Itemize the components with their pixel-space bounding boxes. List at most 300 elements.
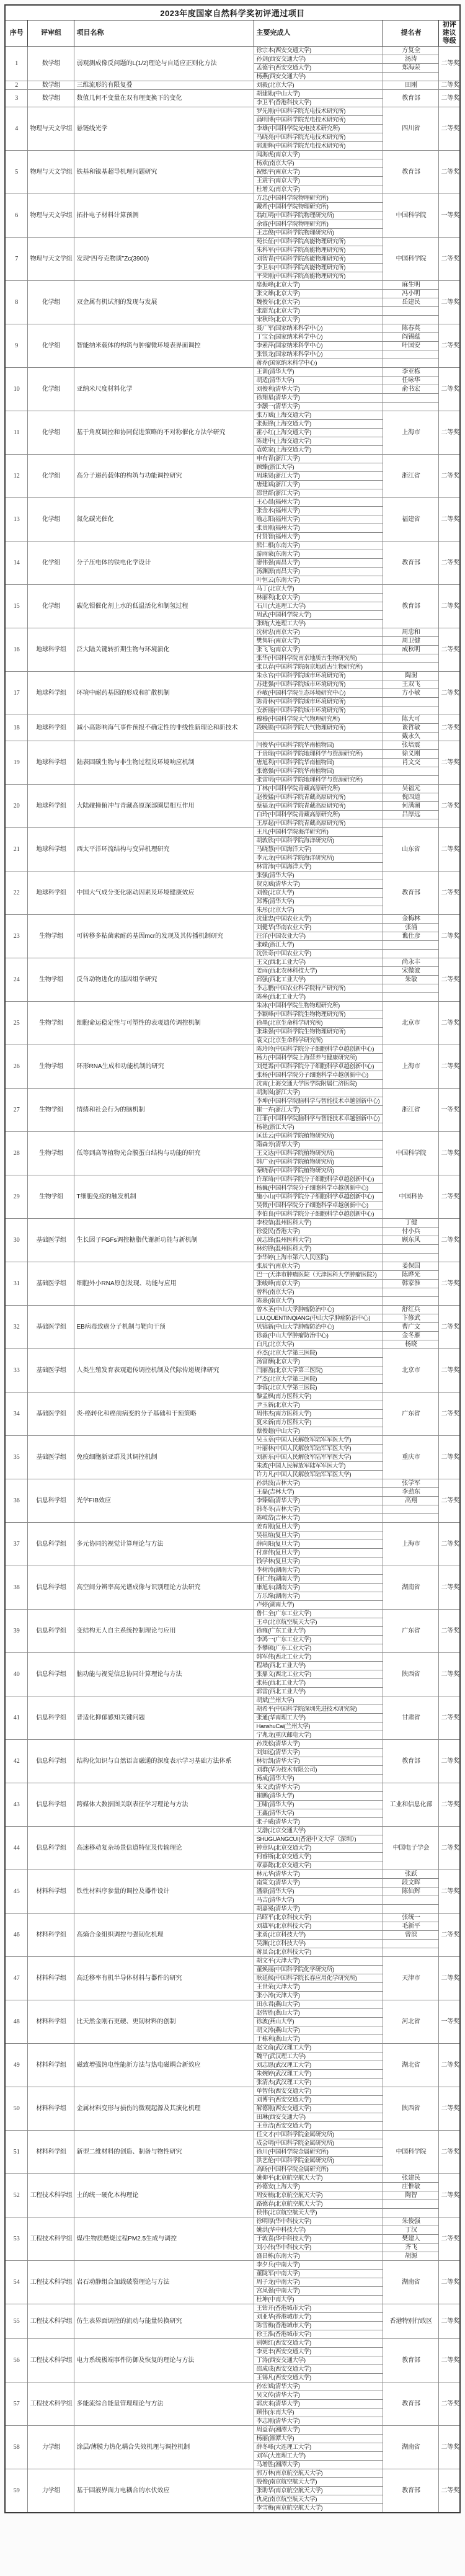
- contributor: 王卓(北京航空航天大学): [254, 1618, 383, 1627]
- nominator-org: 教育部: [383, 585, 439, 628]
- nominator-org: 湖南省: [383, 2261, 439, 2304]
- contributor: 张以春(中国科学院南京地质古生物研究所): [254, 663, 383, 672]
- contributor: 朱永官(中国科学院城市环境研究所): [254, 672, 383, 680]
- contributor: 王志俊(中国科学院物理研究所): [254, 229, 383, 238]
- header-row: [5, 20, 460, 47]
- contributor: 王训(清华大学): [254, 368, 383, 377]
- contributor: 徐明厚(华中科技大学): [254, 2217, 383, 2226]
- contributor: 杨艳(浙江大学): [254, 1123, 383, 1132]
- contributor: 赵智胜(燕山大学): [254, 2009, 383, 2018]
- nominator: [383, 1245, 439, 1254]
- contributor: 张鼎文(西北工业大学): [254, 1670, 383, 1679]
- contributor: 姚仰平(北京航空航天大学): [254, 2174, 383, 2183]
- contributor: 叶恒云(东南大学): [254, 576, 383, 585]
- contributor: 单智伟(西安交通大学): [254, 2087, 383, 2096]
- grade-badge: 二等奖: [439, 541, 460, 585]
- contributor: 余睿(中国科学院物理研究所): [254, 220, 383, 229]
- contributor: 贝锦新(中山大学肿瘤防治中心): [254, 1323, 383, 1332]
- contributor: 郭庆来(清华大学): [254, 2400, 383, 2409]
- nominator: 陶智: [383, 2191, 439, 2200]
- project-row: [5, 2469, 460, 2478]
- project-name: 环境中耐药基因的形成和扩散机制: [74, 672, 254, 715]
- contributor: 宫凤强(中南大学): [254, 2287, 383, 2296]
- contributor: 闫俊华(中国科学院华南植物园): [254, 741, 383, 750]
- contributor: 刘群(华为技术有限公司): [254, 1766, 383, 1775]
- project-name: 情绪和社会行为的脑机制: [74, 1089, 254, 1132]
- nominator: 李劲东: [383, 1488, 439, 1497]
- project-no: 17: [5, 672, 28, 715]
- project-row: [5, 715, 460, 724]
- project-row: [5, 1740, 460, 1749]
- contributor: 韩冬冬(吉林大学): [254, 1505, 383, 1514]
- review-group: 材料科学组: [28, 2131, 74, 2174]
- contributor: 徐淼(中山大学肿瘤防治中心): [254, 1332, 383, 1340]
- contributor: 薛冬峰(大连理工大学): [254, 2443, 383, 2452]
- nominator-org: 广东省: [383, 1393, 439, 1436]
- nominator: [383, 1514, 439, 1523]
- contributor: 李卫东(中国科学院高能物理研究所): [254, 264, 383, 272]
- contributor: 熊仁根(东南大学): [254, 541, 383, 550]
- nominator: 方小敏: [383, 689, 439, 698]
- contributor: 廖伟强(南昌大学): [254, 559, 383, 568]
- project-name: 高熵合金组织调控与强韧化机理: [74, 1914, 254, 1957]
- contributor: 赵俊猛(中国科学院青藏高原研究所): [254, 793, 383, 802]
- contributor: 陈岐岱(吉林大学): [254, 1514, 383, 1523]
- contributor: 王磊(吉林大学): [254, 1488, 383, 1497]
- project-name: 基于固液界面力电耦合的水伏效应: [74, 2469, 254, 2513]
- contributor: 贺克斌(清华大学): [254, 880, 383, 889]
- review-group: 基础医学组: [28, 1219, 74, 1262]
- contributor: 董焕丽(中国科学院化学研究所): [254, 1966, 383, 1974]
- contributor: 孙茂松(清华大学): [254, 1740, 383, 1749]
- grade-badge: 二等奖: [439, 1436, 460, 1479]
- review-group: 生物学组: [28, 915, 74, 958]
- contributor: 仇虎(南京航空航天大学): [254, 2495, 383, 2504]
- nominator: 任咏华: [383, 377, 439, 385]
- contributor: 孙剑(西安交通大学): [254, 55, 383, 64]
- contributor: 解德刚(西安交通大学): [254, 2105, 383, 2113]
- contributor: 耿延候(中国科学院长春应用化学研究所): [254, 1974, 383, 1983]
- project-row: [5, 2044, 460, 2052]
- contributor: 张文雄(北京大学): [254, 290, 383, 298]
- contributor: 李攀硕(广东工业大学): [254, 1644, 383, 1653]
- project-name: 涂层/薄膜力热化耦合失效机理与调控机制: [74, 2426, 254, 2469]
- contributor: 陈青林(中国科学院城市环境研究所): [254, 698, 383, 706]
- contributor: 盛昌栋(东南大学): [254, 2252, 383, 2261]
- contributor: 任文才(中国科学院金属研究所): [254, 2131, 383, 2139]
- project-name: 高迁移率有机半导体材料与器件的研究: [74, 1957, 254, 2000]
- contributor: 崔一卉(浙江大学): [254, 1106, 383, 1115]
- contributor: 王啸(清华大学): [254, 1801, 383, 1809]
- nominator-org: 陕西省: [383, 2087, 439, 2131]
- contributor: 张拓(西北工业大学): [254, 1679, 383, 1688]
- nominator-org: 四川省: [383, 107, 439, 151]
- project-name: 金属材料变形与损伤的微观起源及其演化机理: [74, 2087, 254, 2131]
- nominator: 张跃: [383, 1870, 439, 1879]
- nominator: 段文晖: [383, 1879, 439, 1887]
- review-group: 信息科学组: [28, 1479, 74, 1523]
- contributor: 胡敦欣(中国科学院海洋研究所): [254, 837, 383, 845]
- project-row: [5, 1827, 460, 1835]
- contributor: 刘智青(中国科学院高能物理研究所): [254, 255, 383, 264]
- project-name: 结构化知识与自然语言融通的深度表示学习基础方法体系: [74, 1740, 254, 1783]
- nominator-org: 甘肃省: [383, 1696, 439, 1740]
- grade-badge: 二等奖: [439, 1610, 460, 1653]
- nominator-org: 上海市: [383, 1523, 439, 1566]
- contributor: 胡适(清华大学): [254, 377, 383, 385]
- grade-badge: 二等奖: [439, 871, 460, 915]
- review-group: 材料科学组: [28, 1870, 74, 1914]
- nominator: 陈晔光: [383, 1271, 439, 1280]
- nominator: 尚永丰: [383, 958, 439, 967]
- project-no: 1: [5, 47, 28, 81]
- contributor: 王章洁(西安交通大学): [254, 2122, 383, 2131]
- contributor: 邱强(西北工业大学): [254, 976, 383, 984]
- nominator: [383, 1896, 439, 1905]
- contributor: 陈熹(南京大学): [254, 1297, 383, 1306]
- project-no: 26: [5, 1045, 28, 1089]
- contributor: 宋秋玲(北京大学): [254, 316, 383, 324]
- review-group: 力学组: [28, 2469, 74, 2513]
- grade-badge: 二等奖: [439, 1045, 460, 1089]
- contributor: 刘俊(北京大学): [254, 889, 383, 898]
- project-no: 11: [5, 411, 28, 455]
- nominator: 曾滨: [383, 1931, 439, 1940]
- project-name: 悬链线光学: [74, 107, 254, 151]
- grade-badge: 一等奖: [439, 194, 460, 238]
- project-name: 碳化钼催化剂上水的低温活化和制氢过程: [74, 585, 254, 628]
- contributor: 孙德安(上海大学): [254, 2183, 383, 2191]
- review-group: 化学组: [28, 411, 74, 455]
- contributor: 刘小伟(华中科技大学): [254, 2244, 383, 2252]
- project-row: [5, 2131, 460, 2139]
- nominator: 韩家淮: [383, 1280, 439, 1288]
- nominator-org: 浙江省: [383, 1089, 439, 1132]
- project-no: 13: [5, 498, 28, 541]
- project-name: 多能流综合能量管理理论与方法: [74, 2382, 254, 2426]
- contributor: 朱文武(清华大学): [254, 1783, 383, 1792]
- nominator: 丁汉: [383, 2226, 439, 2235]
- contributor: 杨巍(中国科学院分子细胞科学卓越创新中心): [254, 1184, 383, 1193]
- project-name: 西太平洋环流结构与变异机理研究: [74, 828, 254, 871]
- contributor: 陈雪梅(香港城市大学): [254, 2322, 383, 2330]
- project-no: 4: [5, 107, 28, 151]
- project-no: 32: [5, 1306, 28, 1349]
- project-name: 泛大陆关键转折期生物与环境演化: [74, 628, 254, 672]
- contributor: 姚洪(华中科技大学): [254, 2226, 383, 2235]
- contributor: 王凡(中国科学院海洋研究所): [254, 828, 383, 837]
- contributor: 朱婉婷(武汉理工大学): [254, 2070, 383, 2079]
- contributor: 马晓慧(中国海洋大学): [254, 845, 383, 854]
- grade-badge: 二等奖: [439, 1219, 460, 1262]
- contributor: 秦晓春(中国科学院植物研究所): [254, 1167, 383, 1175]
- project-no: 28: [5, 1132, 28, 1175]
- nominator: 王双飞: [383, 680, 439, 689]
- grade-badge: 二等奖: [439, 455, 460, 498]
- contributor: 黄志锋(温州医科大学): [254, 1236, 383, 1245]
- grade-badge: 二等奖: [439, 1523, 460, 1566]
- nominator: 卞修武: [383, 1314, 439, 1323]
- contributor: 唐建斌(浙江大学): [254, 481, 383, 489]
- contributor: 程塨(西北工业大学): [254, 1662, 383, 1670]
- contributor: 翁红明(中国科学院物理研究所): [254, 212, 383, 220]
- nominator-org: 北京市: [383, 1002, 439, 1045]
- project-row: [5, 585, 460, 594]
- project-row: [5, 1306, 460, 1314]
- contributor: 佃仁伟(湖南大学): [254, 1575, 383, 1584]
- contributor: 聂广军(国家纳米科学中心): [254, 324, 383, 333]
- grade-badge: 二等奖: [439, 47, 460, 81]
- nominator: 曹广文: [383, 1323, 439, 1332]
- project-no: 35: [5, 1436, 28, 1479]
- project-row: [5, 1914, 460, 1922]
- project-name: 土的统一硬化本构理论: [74, 2174, 254, 2217]
- project-no: 12: [5, 455, 28, 498]
- project-name: 脑功能与视觉信息协同计算理论与方法: [74, 1653, 254, 1696]
- review-group: 基础医学组: [28, 1262, 74, 1306]
- contributor: 胡希平(中国科学院深圳先进技术研究院): [254, 1705, 383, 1714]
- contributor: 王锡凡(西安交通大学): [254, 2374, 383, 2382]
- project-no: 16: [5, 628, 28, 672]
- nominator: [383, 1288, 439, 1297]
- project-row: [5, 958, 460, 967]
- review-group: 工程技术科学组: [28, 2174, 74, 2217]
- title-row: [5, 5, 460, 20]
- contributor: 张杨(中国科学院分子细胞科学卓越创新中心): [254, 1071, 383, 1080]
- project-name: 减小高影响海气事件预报不确定性的非线性新理论和新技术: [74, 715, 254, 741]
- contributor: 孙宏斌(清华大学): [254, 2382, 383, 2391]
- project-row: [5, 455, 460, 463]
- review-group: 化学组: [28, 498, 74, 541]
- project-no: 38: [5, 1566, 28, 1610]
- contributor: 张清杰(武汉理工大学): [254, 2079, 383, 2087]
- project-row: [5, 2087, 460, 2096]
- review-group: 信息科学组: [28, 1827, 74, 1870]
- contributor: 张贵刚(福州大学): [254, 524, 383, 533]
- contributor: 曾木圣(中山大学肿瘤防治中心): [254, 1306, 383, 1314]
- project-row: [5, 1393, 460, 1401]
- grade-badge: 二等奖: [439, 1306, 460, 1349]
- contributor: 王世荣(天津大学): [254, 1983, 383, 1992]
- nominator: 周卫健: [383, 637, 439, 646]
- col-header-review-group: 评审组: [28, 20, 74, 47]
- review-group: 物理与天文学组: [28, 107, 74, 151]
- nominator: 谈哲敏: [383, 724, 439, 733]
- contributor: 侯伟(北京航空航天大学): [254, 2209, 383, 2217]
- review-group: 信息科学组: [28, 1740, 74, 1783]
- project-no: 50: [5, 2087, 28, 2131]
- project-row: [5, 2382, 460, 2391]
- project-no: 22: [5, 871, 28, 915]
- contributor: 蔡俊超(中山大学): [254, 1427, 383, 1436]
- review-group: 地球科学组: [28, 628, 74, 672]
- project-no: 24: [5, 958, 28, 1002]
- contributor: 杨欢(南京大学): [254, 159, 383, 168]
- nominator-org: 山东省: [383, 828, 439, 871]
- nominator: 叶国安: [383, 342, 439, 350]
- project-name: 岩石动静组合加载破裂理论与方法: [74, 2261, 254, 2304]
- nominator: 张涌: [383, 924, 439, 932]
- review-group: 生物学组: [28, 1002, 74, 1045]
- project-name: 细胞外小RNA原创发现、功能与应用: [74, 1262, 254, 1306]
- contributor: 白凡(北京大学): [254, 1340, 383, 1349]
- project-name: 智能纳米载体的构筑与肿瘤微环境表界面调控: [74, 324, 254, 368]
- project-no: 55: [5, 2304, 28, 2339]
- grade-badge: 二等奖: [439, 1783, 460, 1827]
- contributor: 唐旭利(中国科学院华南植物园): [254, 759, 383, 767]
- nominator-org: 教育部: [383, 2382, 439, 2426]
- col-header-grade: 初评建议等级: [439, 20, 460, 47]
- contributor: 郭迎辉(中国科学院光电技术研究所): [254, 142, 383, 151]
- contributor: 宁兆龙(重庆邮电大学): [254, 1731, 383, 1740]
- nominator: 樊建人: [383, 2235, 439, 2244]
- contributor: 祝熙宇(南京大学): [254, 168, 383, 177]
- nominator: [383, 1254, 439, 1262]
- grade-badge: 二等奖: [439, 107, 460, 151]
- nominator-org: 重庆市: [383, 1436, 439, 1479]
- contributor: 闫丽盈(北京大学第三医院): [254, 1366, 383, 1375]
- grade-badge: 二等奖: [439, 672, 460, 715]
- project-row: [5, 871, 460, 880]
- project-row: [5, 1653, 460, 1662]
- review-group: 物理与天文学组: [28, 151, 74, 194]
- contributor: 周武(中国科学院大学): [254, 611, 383, 620]
- contributor: 胡建勋(中山大学): [254, 90, 383, 99]
- contributor: 匡廷云(中国科学院植物研究所): [254, 1132, 383, 1141]
- review-group: 生物学组: [28, 1089, 74, 1132]
- nominator: [383, 2200, 439, 2209]
- contributor: 南策文(清华大学): [254, 1879, 383, 1887]
- nominator: 付小兵: [383, 1228, 439, 1236]
- contributor: 张珠强(中国科学院生物物理研究所): [254, 1028, 383, 1036]
- contributor: 吴渊(北京科技大学): [254, 1940, 383, 1948]
- project-row: [5, 1523, 460, 1531]
- contributor: 王文(西北工业大学): [254, 958, 383, 967]
- project-name: 低等到高等植物光合膜蛋白结构与功能的研究: [74, 1132, 254, 1175]
- nominator: [383, 950, 439, 958]
- review-group: 数学组: [28, 47, 74, 81]
- project-no: 18: [5, 715, 28, 741]
- nominator-org: 教育部: [383, 541, 439, 585]
- nominator: 陶澍: [383, 672, 439, 680]
- review-group: 地球科学组: [28, 828, 74, 871]
- project-name: T细胞免疫的触发机制: [74, 1175, 254, 1219]
- contributor: 徐雍(广东工业大学): [254, 1627, 383, 1636]
- contributor: 刘新东(中国人民解放军陆军军医大学): [254, 1453, 383, 1462]
- project-row: [5, 238, 460, 246]
- project-no: 37: [5, 1523, 28, 1566]
- contributor: 杨丽(湘潭大学): [254, 2435, 383, 2443]
- project-row: [5, 151, 460, 159]
- project-row: [5, 2261, 460, 2270]
- contributor: 苑长征(中国科学院高能物理研究所): [254, 238, 383, 246]
- col-header-nominator: 提名者: [383, 20, 439, 47]
- nominator-org: 中国科协: [383, 1175, 439, 1219]
- contributor: 席振峰(北京大学): [254, 281, 383, 290]
- project-row: [5, 915, 460, 924]
- nominator: [383, 654, 439, 663]
- nominator: 张建民: [383, 2174, 439, 2183]
- nominator-org: 中国科学院: [383, 238, 439, 281]
- review-group: 信息科学组: [28, 1783, 74, 1827]
- nominator: [383, 1297, 439, 1306]
- contributor: 朱波(中国人民解放军陆军军医大学): [254, 1462, 383, 1471]
- contributor: 刘志愿(武汉理工大学): [254, 2061, 383, 2070]
- nominator: 麻生明: [383, 281, 439, 290]
- contributor: 沈建忠(中国农业大学): [254, 915, 383, 924]
- contributor: 汤富酬(北京大学): [254, 1358, 383, 1366]
- contributor: 王钻开(香港城市大学): [254, 2304, 383, 2313]
- grade-badge: 二等奖: [439, 915, 460, 958]
- contributor: 戴希(中国科学院物理研究所): [254, 203, 383, 212]
- grade-badge: 二等奖: [439, 1653, 460, 1696]
- project-name: 光学FIB效应: [74, 1479, 254, 1523]
- review-group: 基础医学组: [28, 1306, 74, 1349]
- nominator: [383, 1505, 439, 1514]
- grade-badge: 二等奖: [439, 2339, 460, 2382]
- grade-badge: 二等奖: [439, 1349, 460, 1393]
- project-row: [5, 1089, 460, 1097]
- project-row: [5, 1783, 460, 1792]
- project-name: 陆表固碳生物与非生物过程及环境响应机制: [74, 741, 254, 785]
- contributor: 杨力(中国科学院上海营养与健康研究所): [254, 1054, 383, 1063]
- project-row: [5, 1132, 460, 1141]
- project-name: 仿生表界面调控的流动与能量转换研究: [74, 2304, 254, 2339]
- grade-badge: 二等奖: [439, 1696, 460, 1740]
- contributor: 马丁(北京大学): [254, 585, 383, 594]
- contributor: 罗先刚(中国科学院光电技术研究所): [254, 107, 383, 116]
- project-no: 48: [5, 2000, 28, 2044]
- review-group: 工程技术科学组: [28, 2339, 74, 2382]
- contributor: 吴祖煊(复旦大学): [254, 1531, 383, 1540]
- nominator: [383, 819, 439, 828]
- nominator-org: 上海市: [383, 1045, 439, 1089]
- contributor: 林霄沛(中国海洋大学): [254, 863, 383, 871]
- nominator: [383, 73, 439, 81]
- project-no: 42: [5, 1740, 28, 1783]
- contributor: 蒋乔(国家纳米科学中心): [254, 359, 383, 368]
- nominator: 陈仙辉: [383, 1887, 439, 1896]
- nominator-org: 福建省: [383, 498, 439, 541]
- nominator-org: 教育部: [383, 2469, 439, 2513]
- project-name: 炎-癌转化和癌前病变的分子基础和干预策略: [74, 1393, 254, 1436]
- contributor: 郭万林(南京航空航天大学): [254, 2469, 383, 2478]
- contributor: 张强(清华大学): [254, 871, 383, 880]
- review-group: 工程技术科学组: [28, 2261, 74, 2304]
- nominator: 吴福元: [383, 785, 439, 793]
- grade-badge: 二等奖: [439, 238, 460, 281]
- review-group: 化学组: [28, 324, 74, 368]
- contributor: 顾臻(浙江大学): [254, 463, 383, 472]
- project-name: 铁性材料序参量的调控及器件设计: [74, 1870, 254, 1914]
- nominator: 朱敏: [383, 976, 439, 984]
- grade-badge: 二等奖: [439, 1002, 460, 1045]
- project-no: 58: [5, 2426, 28, 2469]
- review-group: 材料科学组: [28, 2044, 74, 2087]
- project-name: 煤/生物质燃烧过程PM2.5生成与调控: [74, 2217, 254, 2261]
- project-name: 反刍动物进化的基因组学研究: [74, 958, 254, 1002]
- nominator-org: 湖南省: [383, 1566, 439, 1610]
- contributor: 姜雨(西北农林科技大学): [254, 967, 383, 976]
- project-row: [5, 2000, 460, 2009]
- nominator: 庄惟敏: [383, 2183, 439, 2191]
- review-group: 化学组: [28, 455, 74, 498]
- project-no: 25: [5, 1002, 28, 1045]
- grade-badge: 一等奖: [439, 2000, 460, 2044]
- contributor: 曾科(南京大学): [254, 1288, 383, 1297]
- projects-table-body: [5, 47, 460, 2513]
- review-group: 数学组: [28, 81, 74, 90]
